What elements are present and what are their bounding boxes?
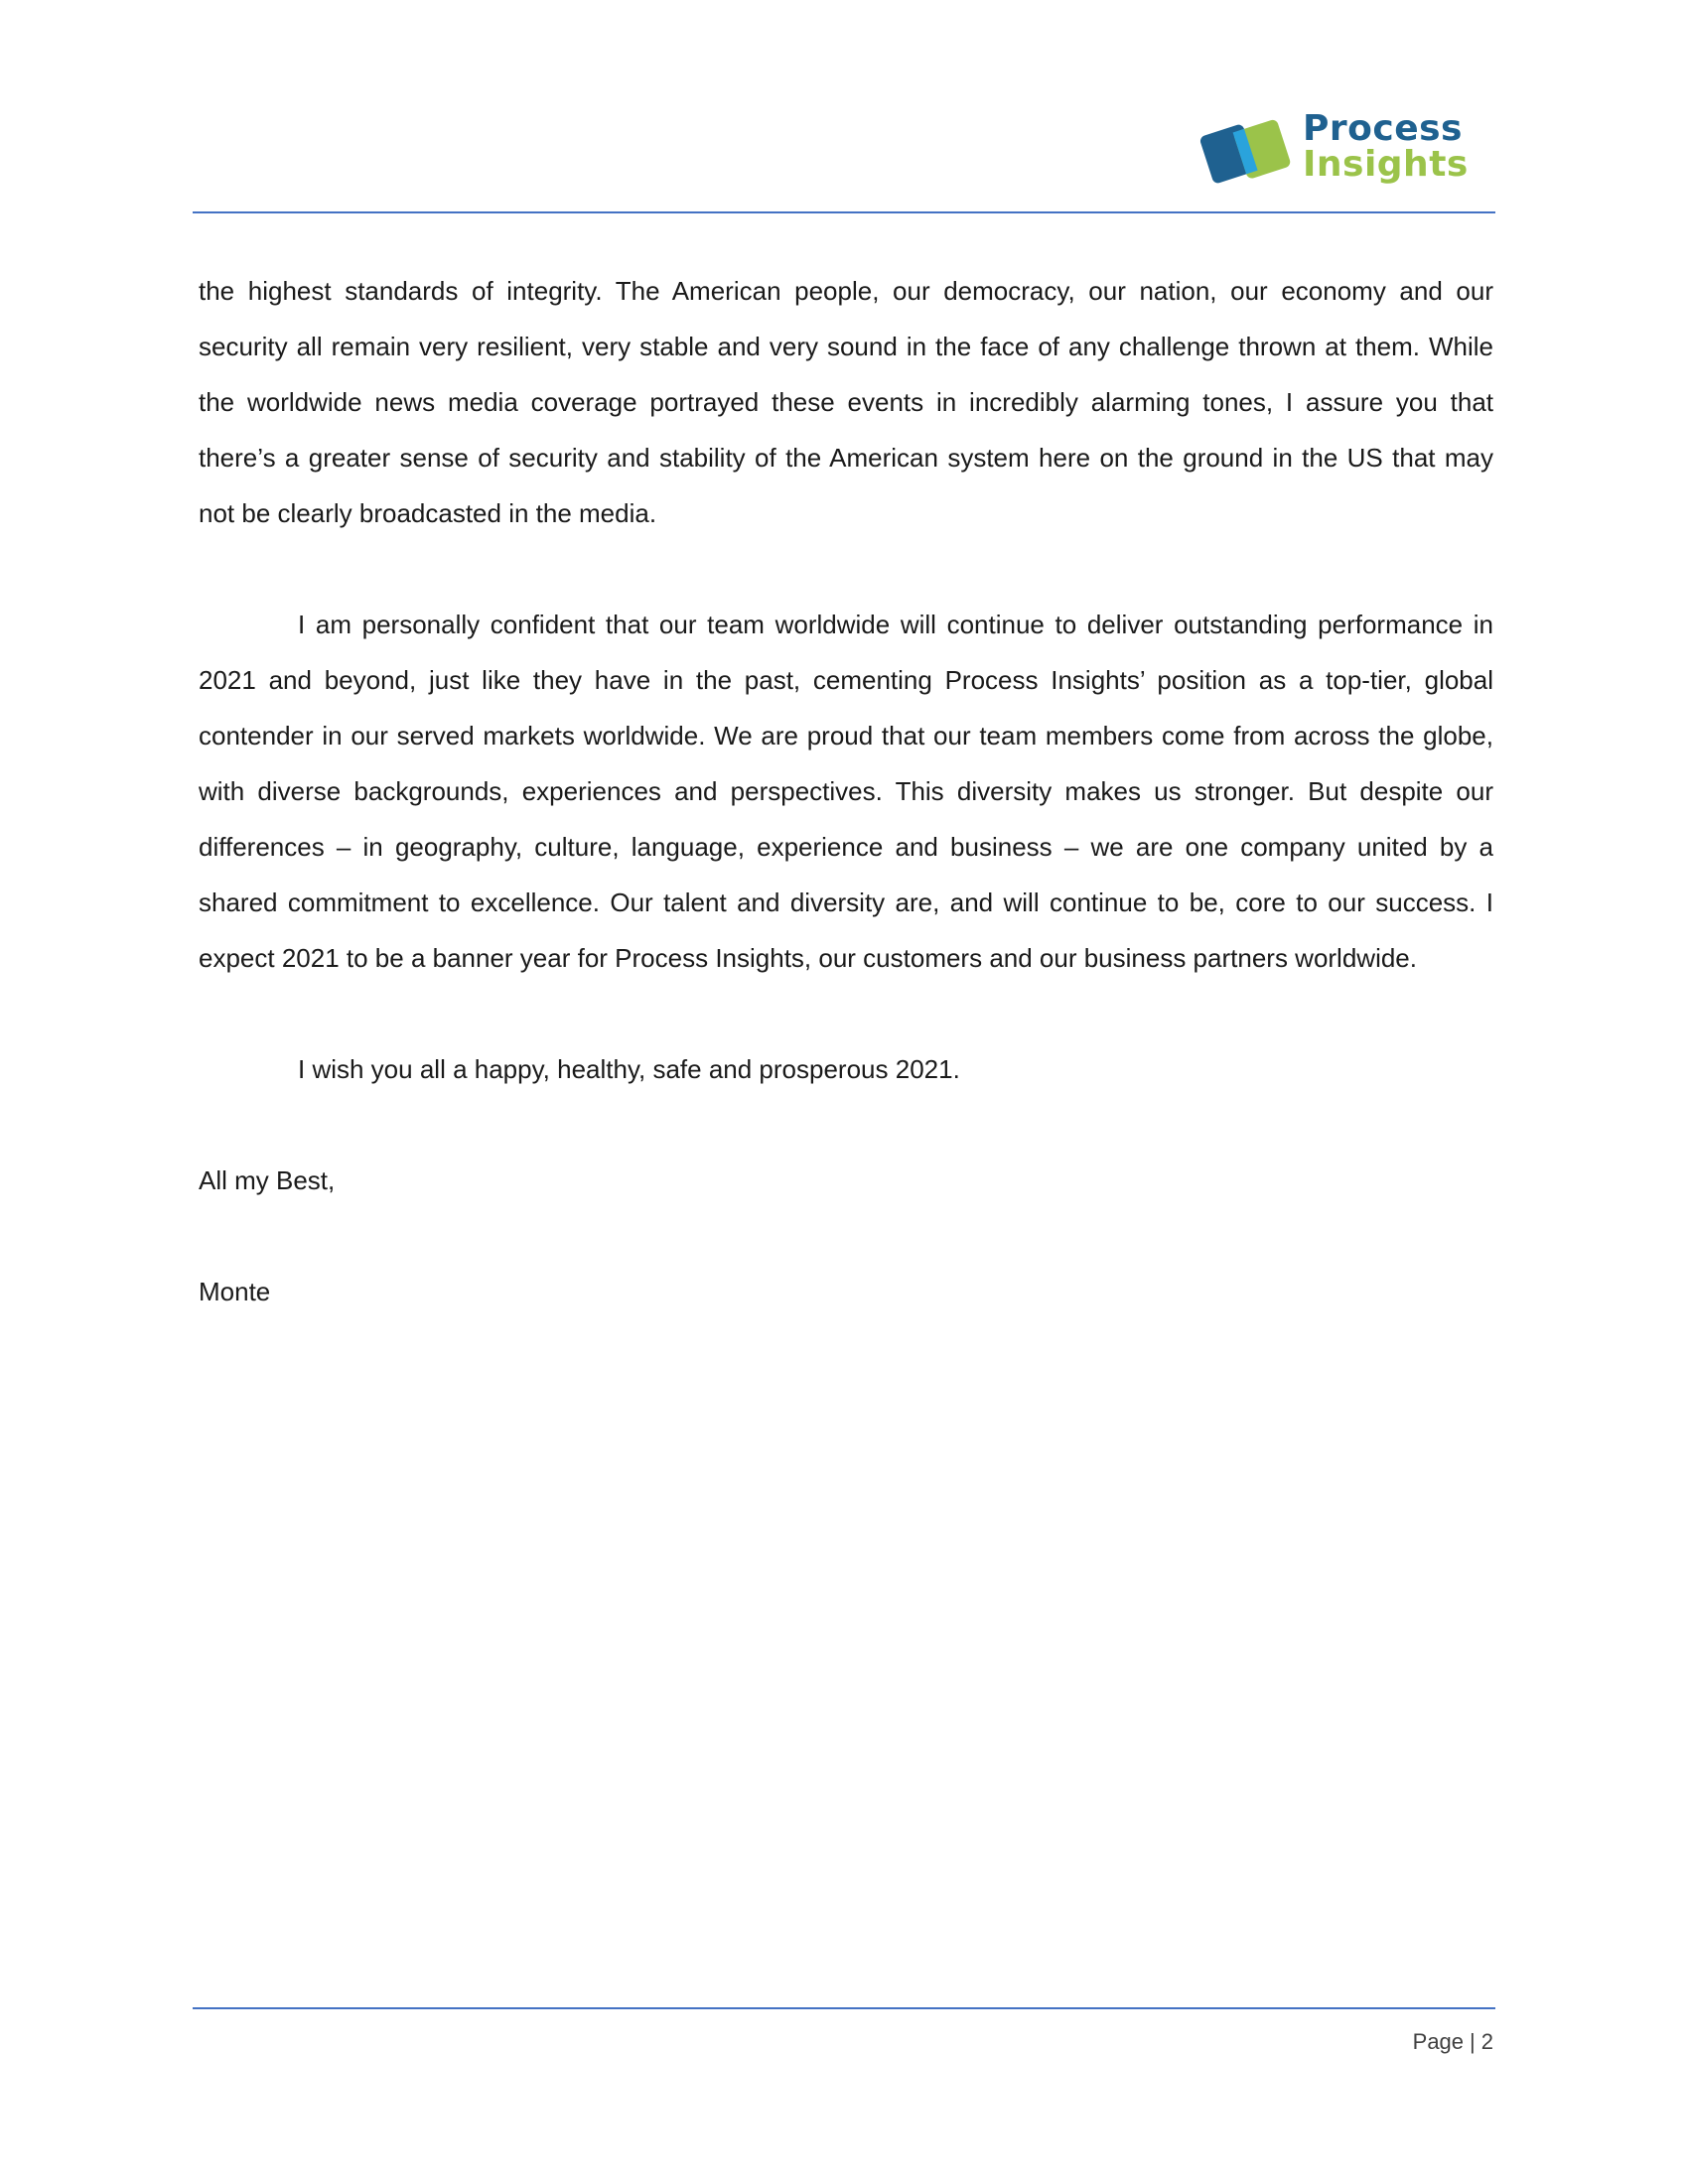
paragraph-spacer bbox=[199, 1208, 1493, 1264]
letter-body bbox=[199, 263, 1493, 1319]
overlapping-squares-logo-icon bbox=[1199, 113, 1295, 189]
paragraph-1: the highest standards of integrity. The American people, our democracy, our nation, our economy and our security all remain very resilient, very stable and very sound in the face of any challenge thrown at them. While the worldwide news media coverage portrayed these events in incredibly alarming tones, I assure you that there’s a greater sense of security and stability of the American system here on the ground in the US that may not be clearly broadcasted in the media. bbox=[199, 276, 1493, 528]
paragraph-2: I am personally confident that our team worldwide will continue to deliver outstanding performance in 2021 and beyond, just like they have in the past, cementing Process Insights’ position as a top-tier, global contender in our served markets worldwide. We are proud that our team members come from across the globe, with diverse backgrounds, experiences and perspectives. This diversity makes us stronger. But despite our differences – in geography, culture, language, experience and business – we are one company united by a shared commitment to excellence. Our talent and diversity are, and will continue to be, core to our success. I expect 2021 to be a banner year for Process Insights, our customers and our business partners worldwide. bbox=[199, 610, 1493, 973]
page-footer bbox=[1413, 2029, 1493, 2055]
logo-wordmark-line1: Process bbox=[1303, 108, 1463, 149]
company-logo bbox=[1199, 108, 1487, 191]
page-label: Page bbox=[1412, 2029, 1465, 2054]
page-separator: | bbox=[1470, 2029, 1476, 2054]
paragraph-spacer bbox=[199, 541, 1493, 597]
logo-wordmark bbox=[1303, 108, 1469, 185]
paragraph-spacer bbox=[199, 986, 1493, 1041]
logo-wordmark-line2: Insights bbox=[1303, 144, 1469, 185]
header-rule bbox=[193, 211, 1495, 213]
footer-rule bbox=[193, 2007, 1495, 2009]
page-number: 2 bbox=[1480, 2029, 1493, 2054]
signature: Monte bbox=[199, 1277, 271, 1306]
paragraph-3: I wish you all a happy, healthy, safe and prosperous 2021. bbox=[298, 1054, 960, 1084]
closing-line: All my Best, bbox=[199, 1165, 336, 1195]
paragraph-spacer bbox=[199, 1097, 1493, 1153]
